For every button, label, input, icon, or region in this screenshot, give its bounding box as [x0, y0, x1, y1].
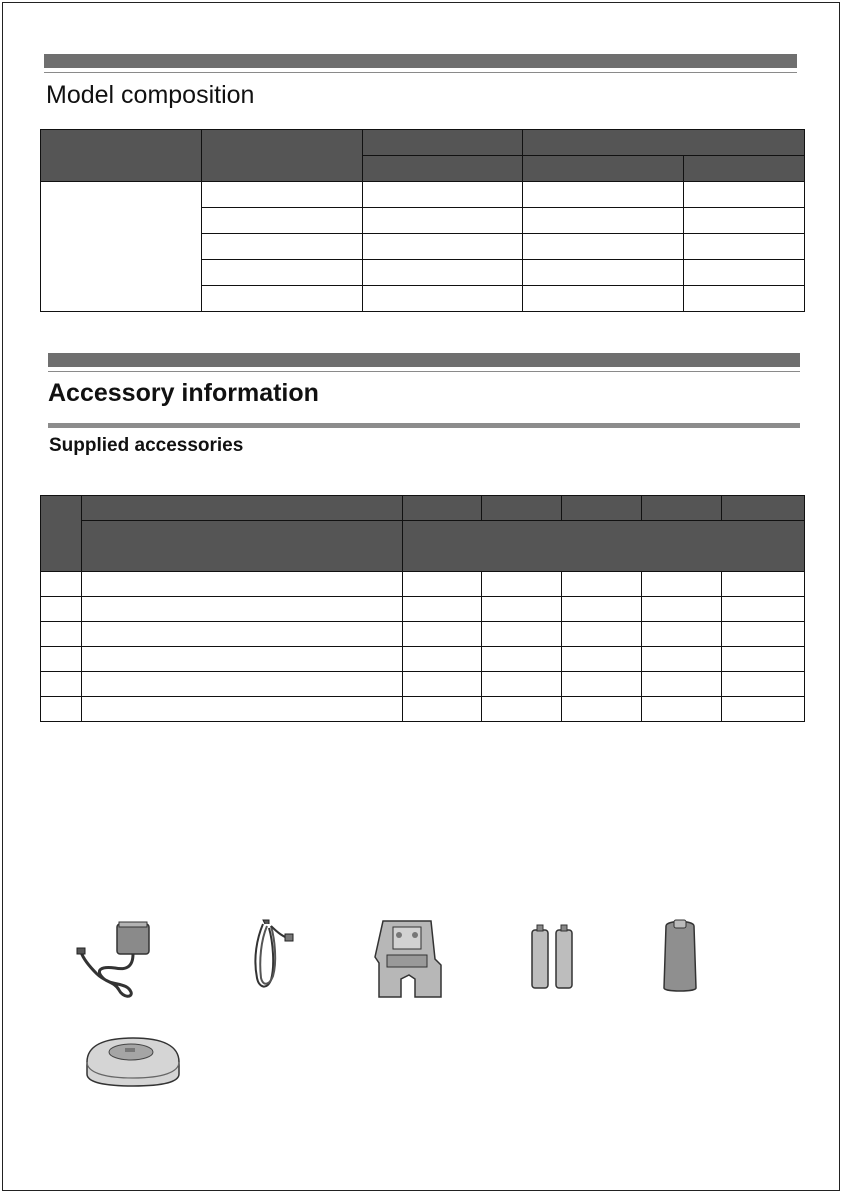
ac-adaptor-icon — [75, 918, 165, 1000]
table-header-cell — [41, 130, 202, 182]
section-rule — [44, 72, 797, 73]
table-header-cell — [562, 496, 642, 521]
table-header-cell — [41, 496, 82, 572]
table-header-cell — [523, 156, 684, 182]
supplied-accessories-subtitle: Supplied accessories — [49, 435, 244, 456]
model-composition-title: Model composition — [46, 81, 255, 109]
section-bar — [48, 353, 800, 367]
section-rule — [48, 371, 800, 372]
table-header-cell — [201, 130, 362, 182]
telephone-cord-icon — [243, 918, 298, 993]
table-header-cell — [81, 496, 402, 521]
table-header-cell — [362, 130, 523, 156]
subsection-bar — [48, 423, 800, 428]
table-row — [41, 622, 805, 647]
table-header-cell — [684, 156, 805, 182]
charger-icon — [83, 1032, 183, 1088]
section-bar — [44, 54, 797, 68]
table-header-cell — [402, 521, 805, 572]
table-header-cell — [642, 496, 722, 521]
supplied-accessories-table — [40, 495, 805, 722]
handset-cover-icon — [660, 916, 700, 994]
table-row — [41, 672, 805, 697]
table-header-cell — [722, 496, 805, 521]
table-row — [41, 647, 805, 672]
table-header-cell — [402, 496, 482, 521]
table-row — [41, 572, 805, 597]
table-header-cell — [482, 496, 562, 521]
wall-mount-adaptor-icon — [371, 915, 443, 1001]
table-header-cell — [81, 521, 402, 572]
model-composition-table — [40, 129, 805, 312]
rechargeable-batteries-icon — [526, 922, 578, 992]
accessory-information-title: Accessory information — [48, 379, 319, 407]
table-row — [41, 697, 805, 722]
table-row — [41, 597, 805, 622]
table-header-cell — [523, 130, 805, 156]
table-row — [41, 182, 805, 208]
table-header-cell — [362, 156, 523, 182]
